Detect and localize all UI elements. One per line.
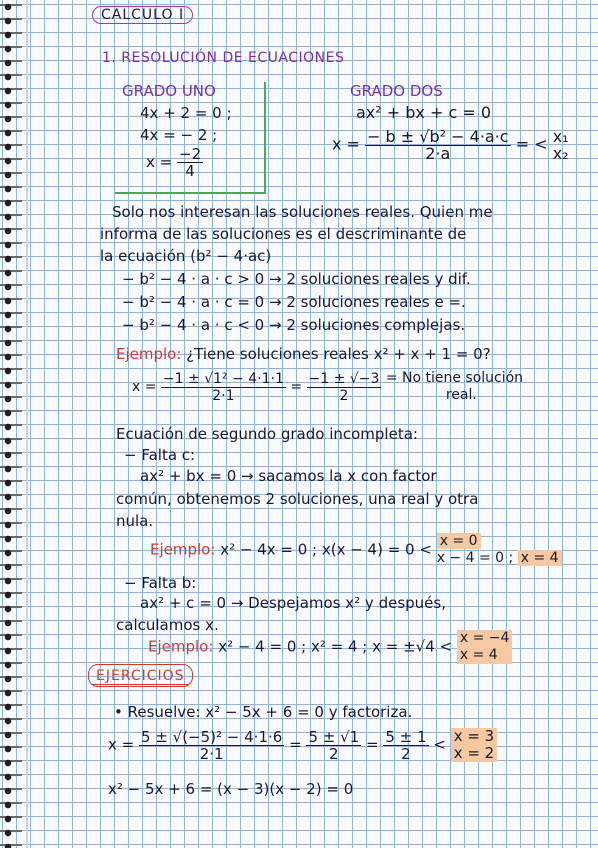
ejemplo1-fraction1 <box>161 371 286 404</box>
ejercicio-root2: x = 2 <box>451 745 498 762</box>
ejercicio-arrow: < <box>433 735 446 754</box>
ejemplo-b-root2: x = 4 <box>457 647 513 664</box>
page-title: CALCULO I <box>92 6 193 24</box>
ejemplo1-eq: = <box>290 379 303 395</box>
paragraph-line3: la ecuación (b² − 4·ac) <box>100 247 272 265</box>
ejemplo-b-root1: x = −4 <box>457 630 513 647</box>
ejemplo-b-equation: x² − 4 = 0 ; x² = 4 ; x = ±√4 < <box>218 637 453 656</box>
grado-dos-heading: GRADO DOS <box>350 82 443 100</box>
paragraph-line2: informa de las soluciones es el descriminante de <box>100 225 467 243</box>
ejemplo1-frac2-den: 2 <box>339 387 349 404</box>
ejercicio-fraction2 <box>306 729 361 762</box>
ejemplo1-solution <box>132 370 523 404</box>
ejemplo1-frac2-num: −1 ± √−3 <box>308 370 380 387</box>
ejercicio-fraction1 <box>139 729 284 762</box>
falta-b-equation: ax² + c = 0 → Despejamos x² y después, <box>140 594 446 612</box>
page-edge <box>26 0 28 848</box>
ejercicio-frac2-den: 2 <box>329 744 339 763</box>
falta-c-equation: ax² + bx = 0 → sacamos la x con factor <box>140 467 437 485</box>
ejercicio-frac2-num: 5 ± √1 <box>308 727 360 746</box>
formula-denominator: 2·a <box>425 143 451 163</box>
ejercicio-roots <box>451 728 498 762</box>
case-negative: − b² − 4 · a · c < 0 → 2 soluciones complejas. <box>122 316 466 334</box>
ejemplo-b-label: Ejemplo: <box>148 637 214 656</box>
ejemplo-c-label: Ejemplo: <box>150 540 216 559</box>
ejemplo1-lhs: x = <box>132 379 157 395</box>
root-x1: x₁ <box>552 127 569 146</box>
ejemplo1-result-line1: = No tiene solución <box>385 370 524 386</box>
ejercicio-frac3-den: 2 <box>401 744 411 763</box>
grado-uno-numerator: −2 <box>179 145 202 163</box>
ejercicio-factorization: x² − 5x + 6 = (x − 3)(x − 2) = 0 <box>108 780 354 798</box>
ejemplo-b-line <box>148 630 512 664</box>
section-heading: 1. RESOLUCIÓN DE ECUACIONES <box>102 50 345 66</box>
formula-numerator: − b ± √b² − 4·a·c <box>367 126 509 146</box>
ejercicio-lhs: x = <box>108 735 135 754</box>
incompleta-heading: Ecuación de segundo grado incompleta: <box>116 425 418 443</box>
falta-c-text1: común, obtenemos 2 soluciones, una real y otra <box>116 490 479 508</box>
case-positive: − b² − 4 · a · c > 0 → 2 soluciones reales y dif. <box>122 270 471 288</box>
ejercicio-solution <box>108 728 497 762</box>
ejercicio-fraction3 <box>383 729 428 762</box>
divider-horizontal <box>115 192 265 194</box>
ejemplo1-fraction2 <box>307 371 382 404</box>
formula-arrow: = < <box>515 134 548 154</box>
ejercicio-frac3-num: 5 ± 1 <box>385 727 427 746</box>
ejemplo1-frac1-den: 2·1 <box>212 387 235 404</box>
ejercicio-task: • Resuelve: x² − 5x + 6 = 0 y factoriza. <box>114 703 413 721</box>
ejemplo-c-roots <box>437 533 562 567</box>
ejemplo1-result <box>386 370 523 404</box>
root-x2: x₂ <box>552 144 569 163</box>
grado-dos-formula <box>332 128 569 162</box>
case-zero: − b² − 4 · a · c = 0 → 2 soluciones reales e =. <box>122 293 466 311</box>
ejemplo-c-root2b: x = 4 <box>518 550 562 566</box>
formula-fraction <box>365 126 511 163</box>
formula-lhs: x = <box>332 134 360 154</box>
ejercicios-heading: EJERCICIOS <box>92 668 189 685</box>
ejemplo1-label: Ejemplo: <box>116 345 182 363</box>
grado-uno-line3-lhs: x = <box>146 153 173 171</box>
ejemplo-c-root1: x = 0 <box>437 533 481 549</box>
ejercicio-frac1-num: 5 ± √(−5)² − 4·1·6 <box>141 727 283 746</box>
falta-c-label: − Falta c: <box>124 446 196 464</box>
grado-dos-equation: ax² + bx + c = 0 <box>356 103 492 122</box>
ejemplo-c-root2: x − 4 = 0 ; <box>436 550 514 566</box>
falta-b-text: calculamos x. <box>116 616 219 634</box>
ejercicio-eq2: = <box>365 735 379 754</box>
ejemplo1-result-line2: real. <box>445 387 477 403</box>
grado-uno-line3 <box>146 146 203 179</box>
grado-uno-line1: 4x + 2 = 0 ; <box>140 104 232 122</box>
grado-uno-line2: 4x = − 2 ; <box>140 126 218 144</box>
grado-uno-heading: GRADO UNO <box>122 82 216 100</box>
formula-roots <box>553 128 569 162</box>
ejemplo-c-equation: x² − 4x = 0 ; x(x − 4) = 0 < <box>220 540 432 559</box>
grado-uno-denominator: 4 <box>185 162 195 180</box>
divider-vertical <box>264 82 266 194</box>
falta-b-label: − Falta b: <box>124 574 197 592</box>
ejemplo-b-roots <box>457 630 513 664</box>
ejemplo-c-line <box>150 533 562 567</box>
ejercicio-root1: x = 3 <box>451 728 498 745</box>
paragraph-line1: Solo nos interesan las soluciones reales. Quien me <box>112 203 493 221</box>
ejemplo1-line <box>116 345 491 363</box>
grado-uno-fraction <box>177 146 203 179</box>
ejemplo1-question: ¿Tiene soluciones reales x² + x + 1 = 0? <box>186 345 491 363</box>
ejemplo1-frac1-num: −1 ± √1² − 4·1·1 <box>162 370 284 387</box>
falta-c-text2: nula. <box>116 512 154 530</box>
ejercicio-frac1-den: 2·1 <box>199 744 224 763</box>
ejercicio-eq1: = <box>289 735 302 754</box>
